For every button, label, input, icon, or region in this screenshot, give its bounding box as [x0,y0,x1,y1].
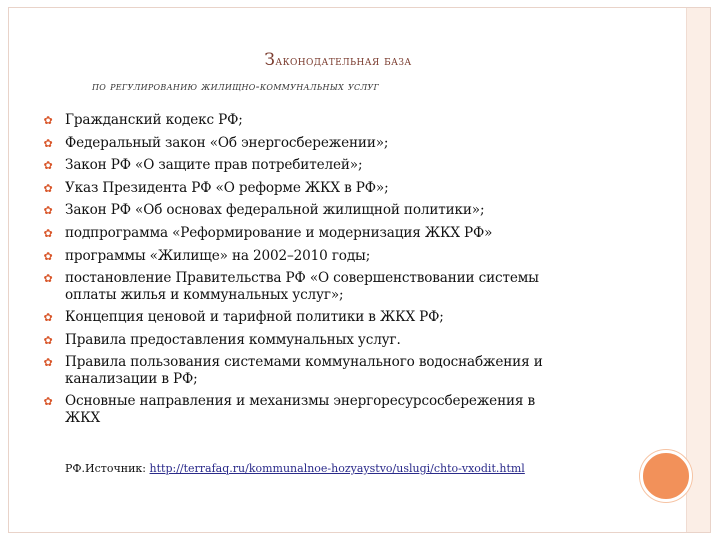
slide-subtitle: по регулированию жилищно-коммунальных услуг [92,79,380,93]
list-item [40,157,680,173]
list-item [40,248,680,264]
list-item-text: подпрограмма «Реформирование и модернизация ЖКХ РФ» [65,224,493,241]
source-line [65,462,525,475]
list-item [40,202,680,218]
list-item [40,332,680,348]
list-item-text: постановление Правительства РФ «О совершенствовании системы оплаты жилья и коммунальных услуг»; [65,270,539,303]
list-item-text: Федеральный закон «Об энергосбережении»; [65,134,389,151]
bullet-icon: ✿ [43,114,53,127]
bullet-icon: ✿ [43,181,53,195]
bullet-icon: ✿ [43,204,53,218]
list-item [40,135,680,151]
bullet-icon: ✿ [43,356,53,370]
list-item [40,354,680,387]
list-item [40,180,680,196]
decorative-circle [640,450,692,502]
bullet-icon: ✿ [43,159,53,173]
bullet-icon: ✿ [43,311,53,325]
bullet-icon: ✿ [43,226,53,240]
list-item [40,112,680,128]
list-item [40,309,680,325]
list-item [40,393,680,426]
bullet-icon: ✿ [43,249,53,263]
list-item [40,270,680,303]
list-item-text: Концепция ценовой и тарифной политики в ЖКХ РФ; [65,309,444,326]
list-item [40,225,680,241]
list-item-text: Указ Президента РФ «О реформе ЖКХ в РФ»; [65,179,389,196]
bullet-icon: ✿ [43,272,53,286]
title-rest: аконодательная база [275,54,412,69]
list-item-text: Гражданский кодекс РФ; [65,112,243,128]
source-label: РФ.Источник: [65,462,150,475]
bullet-icon: ✿ [43,395,53,409]
bullet-icon: ✿ [43,333,53,347]
list-item-text: программы «Жилище» на 2002–2010 годы; [65,247,371,264]
bullet-icon: ✿ [43,136,53,150]
title-initial: З [264,50,276,70]
list-item-text: Правила предоставления коммунальных услуг. [65,331,401,348]
list-item-text: Закон РФ «Об основах федеральной жилищной политики»; [65,202,485,219]
source-link[interactable]: http://terrafaq.ru/kommunalnoe-hozyaystvo/uslugi/chto-vxodit.html [149,462,525,475]
list-item-text: Закон РФ «О защите прав потребителей»; [65,157,363,174]
list-item-text: Правила пользования системами коммунального водоснабжения и канализации в РФ; [65,354,543,387]
list-item-text: Основные направления и механизмы энергоресурсосбережения в ЖКХ [65,393,535,426]
legislation-list [40,112,680,432]
slide-title [0,50,668,70]
